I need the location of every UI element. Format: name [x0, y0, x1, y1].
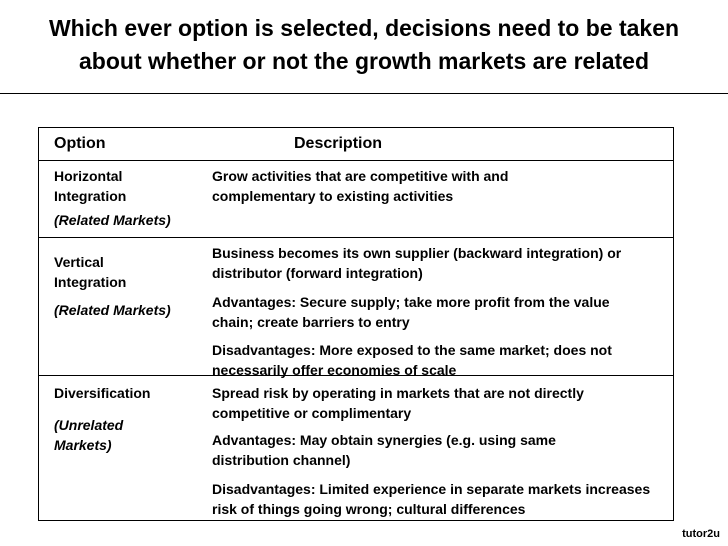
row-horizontal-desc: Grow activities that are competitive with and complementary to existing activities — [212, 168, 509, 204]
row-vertical-desc-3: Disadvantages: More exposed to the same market; does not necessarily offer economies of scale — [212, 342, 612, 378]
row-vertical-desc-2: Advantages: Secure supply; take more profit from the value chain; create barriers to entry — [212, 294, 610, 330]
row-diversification-desc-3: Disadvantages: Limited experience in separate markets increases risk of things going wrong; cultural differences — [212, 481, 651, 517]
header-option: Option — [54, 135, 106, 152]
row-vertical-desc-1: Business becomes its own supplier (backward integration) or distributor (forward integration) — [212, 245, 622, 281]
row-vertical-market: (Related Markets) — [54, 302, 171, 318]
brand-label: tutor2u — [682, 528, 720, 540]
title-divider — [0, 93, 728, 94]
slide-title-line-1: Which ever option is selected, decisions need to be taken — [48, 15, 680, 41]
header-description: Description — [294, 135, 383, 152]
row-diversification-desc-1: Spread risk by operating in markets that are not directly competitive or complimentary — [212, 385, 584, 421]
row-horizontal-market: (Related Markets) — [54, 212, 171, 228]
row-diversification-option: Diversification — [54, 385, 151, 401]
row-horizontal-option: Horizontal Integration — [54, 168, 127, 204]
slide-title — [0, 12, 728, 78]
slide-title-line-2: about whether or not the growth markets are related — [79, 48, 649, 74]
row-vertical-option: Vertical Integration — [54, 254, 127, 290]
row-diversification-desc-2: Advantages: May obtain synergies (e.g. using same distribution channel) — [212, 432, 556, 468]
options-table — [38, 127, 674, 521]
table-row-divider — [39, 237, 673, 238]
row-diversification-market: (Unrelated Markets) — [54, 417, 124, 453]
table-header-divider — [39, 160, 673, 161]
